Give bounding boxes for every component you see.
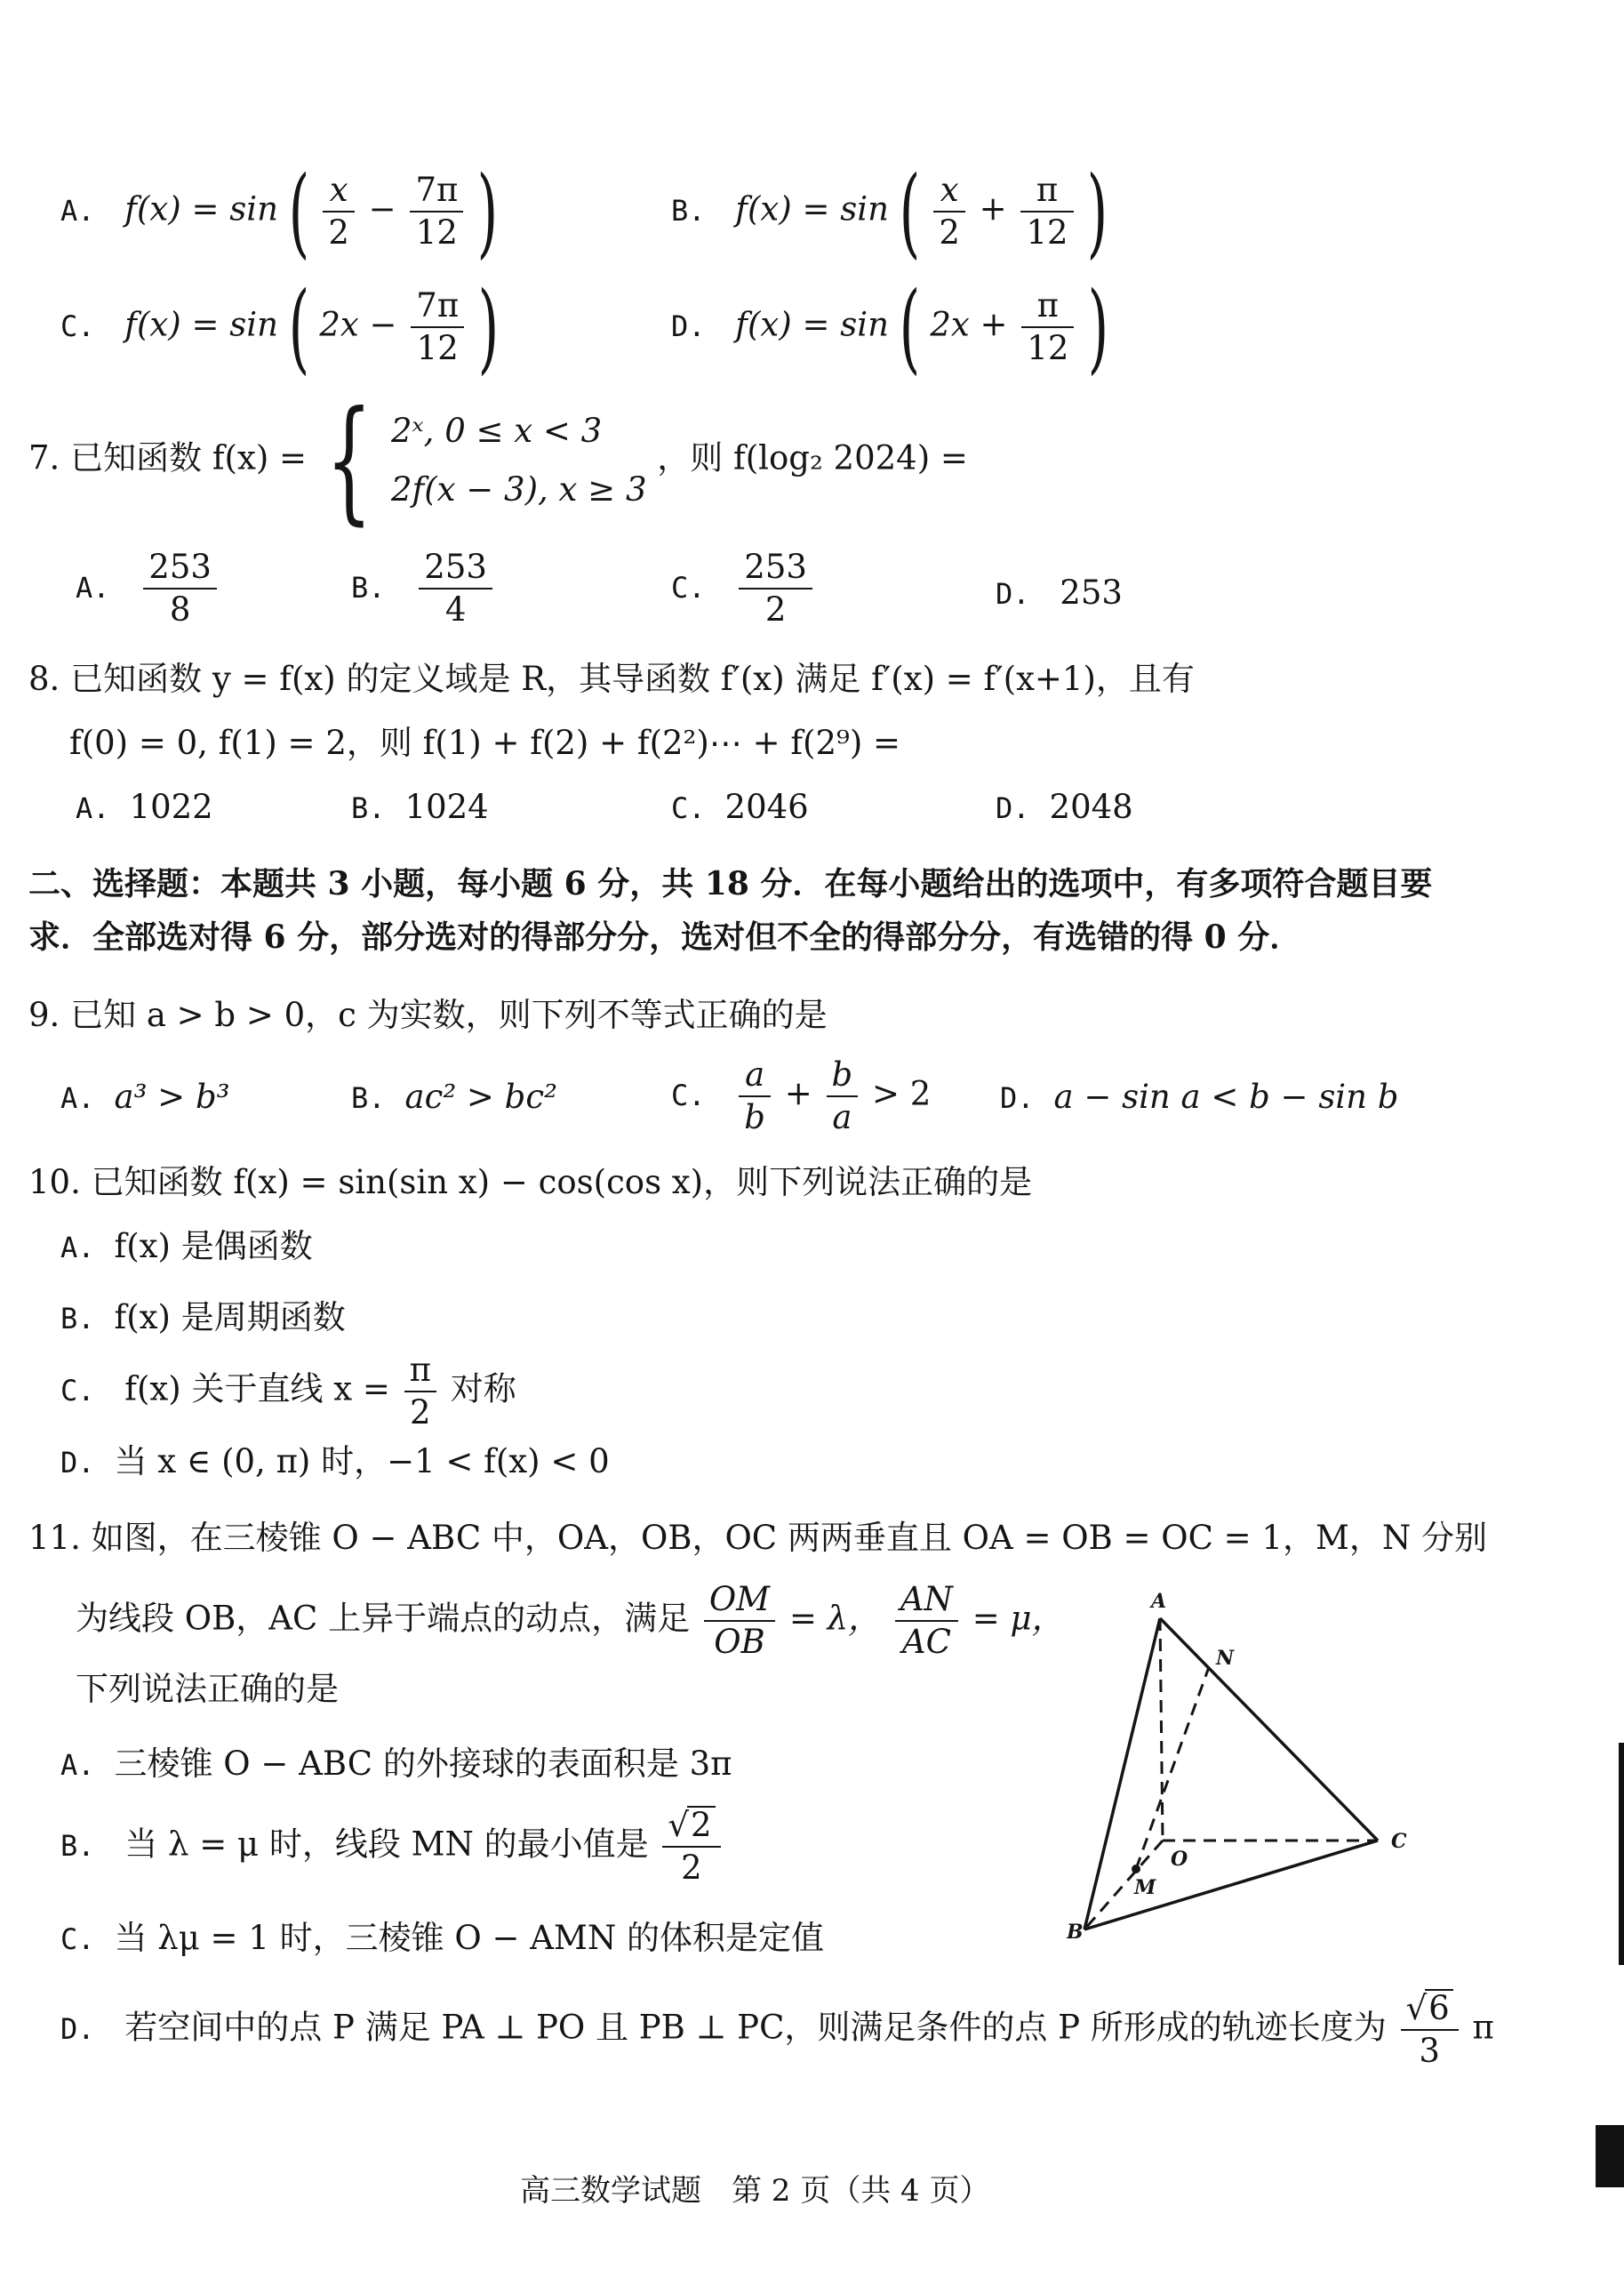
scan-edge-mark — [1619, 1743, 1624, 1965]
q8-line-2: f(0) = 0, f(1) = 2，则 f(1) + f(2) + f(2²)⋯ + f(2⁹) = — [69, 724, 901, 762]
q6-option-d: D. f(x) = sin ( 2x + $\frac{\pi}{12}$ ) — [671, 270, 1109, 384]
q9-stem: 9. 已知 a > b > 0，c 为实数，则下列不等式正确的是 — [28, 996, 828, 1034]
q10-option-c: C. f(x) 关于直线 x = $\frac{\pi}{2}$ 对称 — [60, 1351, 516, 1432]
q11-stem: 11. 如图，在三棱锥 O − ABC 中，OA，OB，OC 两两垂直且 OA = OB = OC = 1，M，N 分别 — [28, 1519, 1487, 1557]
vertex-a-label: A — [1151, 1590, 1167, 1613]
q8-option-c: C. 2046 — [671, 788, 809, 826]
q11-option-c: C. 当 λμ = 1 时，三棱锥 O − AMN 的体积是定值 — [60, 1919, 824, 1957]
q10-option-a: A. f(x) 是偶函数 — [60, 1227, 313, 1265]
q10-stem: 10. 已知函数 f(x) = sin(sin x) − cos(cos x)，则下列说法正确的是 — [28, 1163, 1033, 1201]
q11-line-3: 下列说法正确的是 — [76, 1670, 339, 1708]
q8-option-b: B. 1024 — [351, 788, 489, 826]
section-2-instructions: 求．全部选对得 6 分，部分选对的得部分分，选对但不全的得部分分，有选错的得 0 分． — [28, 918, 1302, 956]
scan-edge-block — [1596, 2125, 1624, 2187]
vertex-o-label: O — [1171, 1848, 1188, 1871]
point-m — [1132, 1865, 1140, 1873]
q8-option-a: A. 1022 — [76, 788, 213, 826]
q11-option-d: D. 若空间中的点 P 满足 PA ⊥ PO 且 PB ⊥ PC，则满足条件的点 P 所形成的轨迹长度为 $\frac{√6}{3}$ π — [60, 1989, 1494, 2070]
q7-case-1: 2ˣ, 0 ≤ x < 3 — [391, 412, 603, 450]
tetrahedron-figure — [1067, 1583, 1440, 1938]
section-2-heading: 二、选择题：本题共 3 小题，每小题 6 分，共 18 分．在每小题给出的选项中，有多项符合题目要 — [28, 865, 1433, 902]
vertex-c-label: C — [1391, 1830, 1407, 1853]
q10-option-d: D. 当 x ∈ (0, π) 时，−1 < f(x) < 0 — [60, 1442, 610, 1480]
point-n-label: N — [1216, 1647, 1235, 1670]
q6-option-c: C. f(x) = sin ( 2x − $\frac{7\pi}{12}$ ) — [60, 270, 500, 384]
q7-option-d: D. 253 — [996, 574, 1123, 612]
q11-option-a: A. 三棱锥 O − ABC 的外接球的表面积是 3π — [60, 1745, 732, 1783]
q11-option-b: B. 当 λ = μ 时，线段 MN 的最小值是 $\frac{√2}{2}$ — [60, 1805, 724, 1889]
q10-option-b: B. f(x) 是周期函数 — [60, 1298, 346, 1336]
q7-option-c: C. $\frac{253}{2}$ — [671, 547, 816, 630]
page-footer: 高三数学试题 第 2 页（共 4 页） — [520, 2173, 990, 2209]
q7-stem: 7. 已知函数 f(x) = { 2ˣ, 0 ≤ x < 3 2f(x − 3), x ≥ 3 ，则 f(log₂ 2024) = — [28, 383, 968, 538]
q9-option-b: B. ac² > bc² — [351, 1078, 557, 1116]
q6-option-b: B. f(x) = sin ( $\frac{x}{2}$ + $\frac{\pi}{12}$ ) — [671, 155, 1108, 269]
q9-option-d: D. a − sin a < b − sin b — [1000, 1078, 1399, 1116]
q8-option-d: D. 2048 — [996, 788, 1133, 826]
q9-option-c: C. $\frac{a}{b}$ + $\frac{b}{a}$ > 2 — [671, 1055, 932, 1136]
q9-option-a: A. a³ > b³ — [60, 1078, 230, 1116]
q7-case-2: 2f(x − 3), x ≥ 3 — [391, 470, 647, 509]
q7-option-b: B. $\frac{253}{4}$ — [351, 547, 496, 630]
q6-option-a: A. f(x) = sin ( $\frac{x}{2}$ − $\frac{7\pi}{12}$ ) — [60, 155, 499, 269]
q8-line-1: 8. 已知函数 y = f(x) 的定义域是 R，其导函数 f′(x) 满足 f′(x) = f′(x+1)，且有 — [28, 660, 1195, 698]
point-m-label: M — [1134, 1876, 1156, 1899]
q11-line-2: 为线段 OB，AC 上异于端点的动点，满足 $\frac{OM}{OB}$ = λ， $\frac{AN}{AC}$ = μ， — [76, 1580, 1065, 1661]
vertex-b-label: B — [1067, 1921, 1084, 1938]
q7-option-a: A. $\frac{253}{8}$ — [76, 547, 220, 630]
